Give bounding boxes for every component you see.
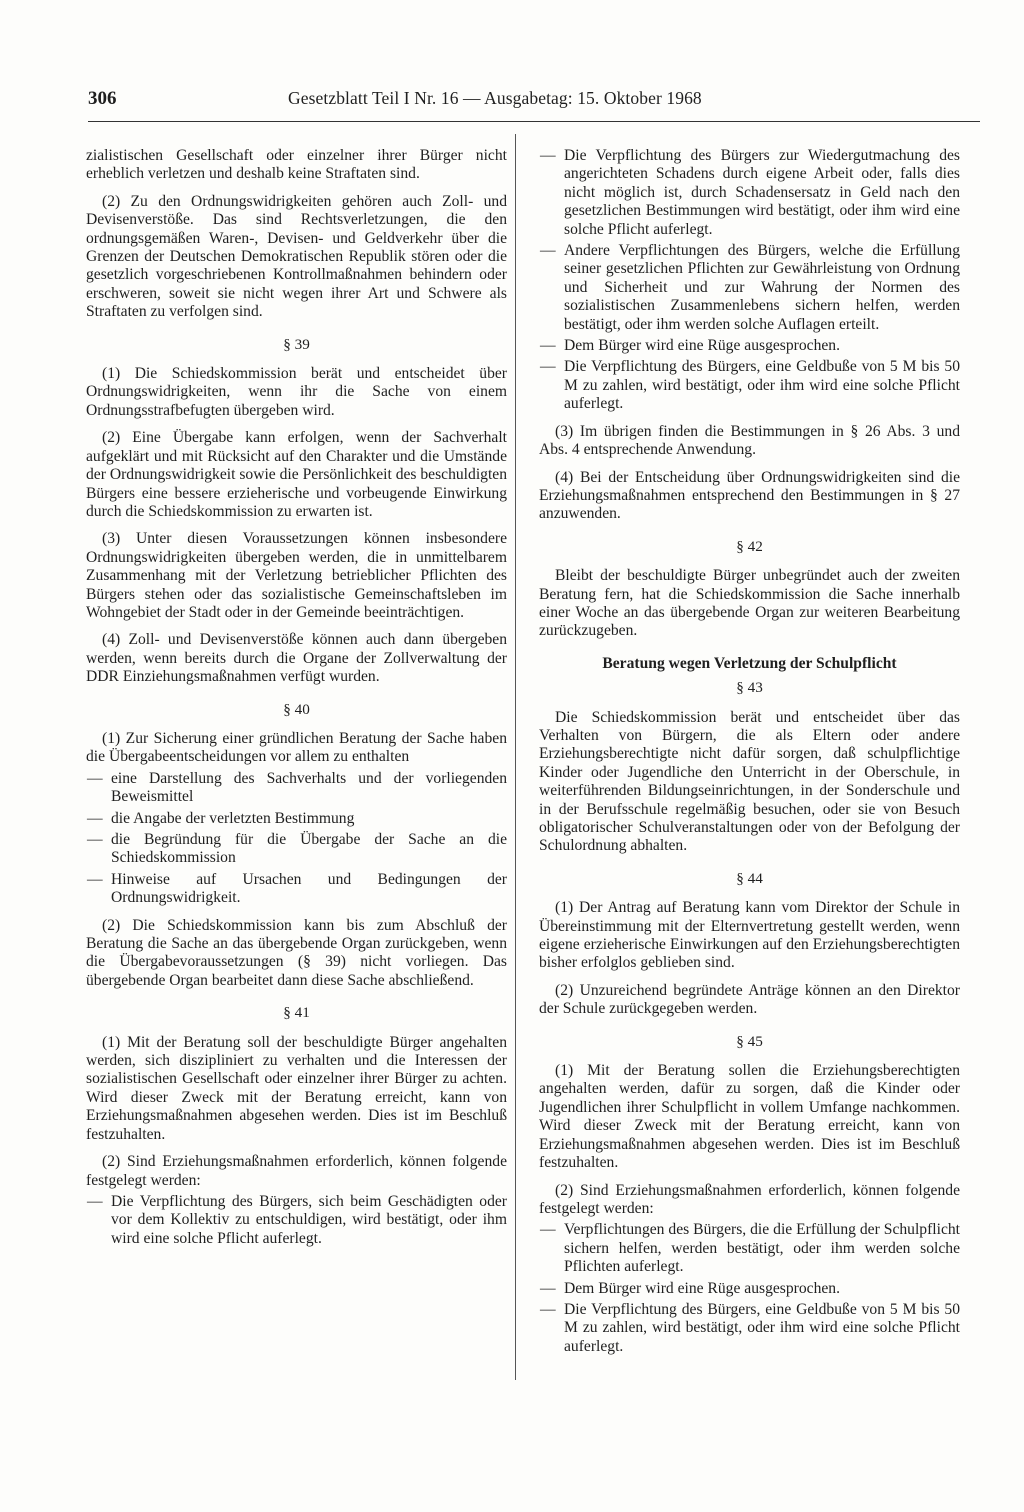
section-number: § 42 [736,537,763,555]
list-item-text: Dem Bürger wird eine Rüge ausgesprochen. [564,337,840,355]
list-item-text: die Begründung für die Übergabe der Sache an die Schiedskommission [111,831,507,867]
list-item [86,810,507,828]
paragraph: Bleibt der beschuldigte Bürger unbegründet auch der zweiten Beratung fern, hat die Schiedskommission die Sache innerhalb einer Woche an das übergebende Organ zur weiteren Bearbeitung zurückzugeben. [539,567,960,640]
paragraph: (3) Im übrigen finden die Bestimmungen in § 26 Abs. 3 und Abs. 4 entsprechende Anwendung. [539,422,960,459]
section-number: § 43 [736,679,763,697]
list-item [539,147,960,239]
paragraph: (1) Die Schiedskommission berät und entscheidet über Ordnungswidrigkeiten, wenn ihr die Sache von einem Ordnungsstrafbefugten übergeben wird. [86,365,507,419]
section-number: § 45 [736,1032,763,1050]
section-number: § 39 [283,335,310,353]
paragraph: (4) Zoll- und Devisenverstöße können auch dann übergeben werden, wenn bereits durch die Organe der Zollverwaltung der DDR Einziehungsmaßnahmen verfügt wurden. [86,631,507,686]
paragraph: (4) Bei der Entscheidung über Ordnungswidrigkeiten sind die Erziehungsmaßnahmen entsprechend den Bestimmungen in § 27 anzuwenden. [539,468,960,523]
list-item-text: Die Verpflichtung des Bürgers, eine Geldbuße von 5 M bis 50 M zu zahlen, wird bestätigt, oder ihm wird eine solche Pflicht auferlegt. [564,1300,960,1355]
dash-marker: — [540,242,556,260]
paragraph: (2) Sind Erziehungsmaßnahmen erforderlich, können folgende festgelegt werden: [539,1181,960,1217]
paragraph: Die Schiedskommission berät und entscheidet über das Verhalten von Bürgern, die als Eltern oder andere Erziehungsberechtigte nicht dafür sorgen, daß schulpflichtige Kinder oder Jugendliche den Unterricht in der Oberschule, in weiterführenden Bildungseinrichtungen, in der Sonderschule und in der Berufsschule regelmäßig besuchen, oder sie von Besuch obligatorischer Schulveranstaltungen oder von der Befolgung der Schulordnung abhalten. [539,708,960,855]
list-item-text: eine Darstellung des Sachverhalts und der vorliegenden Beweismittel [111,769,507,806]
page-header [88,88,980,112]
dash-list [86,1193,507,1248]
list-item [86,770,507,807]
paragraph: (2) Eine Übergabe kann erfolgen, wenn der Sachverhalt aufgeklärt und mit Rücksicht auf den Charakter und die Umstände der Ordnungswidrigkeit sowie die Persönlichkeit des beschuldigten Bürgers eine bessere erzieherische und vorbeugende Einwirkung durch die Schiedskommission zu erwarten ist. [86,429,507,520]
list-item-text: Die Verpflichtung des Bürgers zur Wiedergutmachung des angerichteten Schadens durch eigene Arbeit oder, falls dies nicht möglich ist, durch Schadensersatz in Geld nach den gesetzlichen Bestimmungen wird bestätigt, oder ihm wird eine solche Pflicht auferlegt. [564,147,960,238]
column-divider [515,134,516,1380]
list-item-text: Die Verpflichtung des Bürgers, eine Geldbuße von 5 M bis 50 M zu zahlen, wird bestätigt, oder ihm wird eine solche Pflicht auferlegt. [564,358,960,413]
dash-list [539,147,960,414]
dash-marker: — [87,831,103,848]
dash-marker: — [87,1192,103,1210]
dash-marker: — [540,1300,556,1318]
paragraph: (1) Mit der Beratung sollen die Erziehungsberechtigten angehalten werden, dafür zu sorgen, daß die Kinder oder Jugendlichen ihrer Schulpflicht in vollem Umfange nachkommen. Wird dieser Zweck mit der Beratung erreicht, kann von Erziehungsmaßnahmen abgesehen werden. Dies ist im Beschluß festzuhalten. [539,1062,960,1172]
list-item [86,871,507,908]
list-item-text: Andere Verpflichtungen des Bürgers, welche die Erfüllung seiner gesetzlichen Pflichten zur Gewährleistung von Ordnung und Sicherheit und zur Wahrung der Normen des sozialistischen Zusammenlebens sichern helfen, werden bestätigt, oder ihm werden solche Auflagen erteilt. [564,242,960,333]
dash-list [86,770,507,908]
paragraph: (2) Sind Erziehungsmaßnahmen erforderlich, können folgende festgelegt werden: [86,1153,507,1189]
section-number: § 41 [283,1004,310,1022]
dash-marker: — [540,1221,556,1239]
right-column [539,147,960,1365]
list-item [86,831,507,868]
paragraph: (2) Unzureichend begründete Anträge können an den Direktor der Schule zurückgegeben werden. [539,981,960,1018]
section-number: § 44 [736,869,763,887]
dash-list [539,1221,960,1356]
dash-marker: — [540,147,556,164]
paragraph: (2) Die Schiedskommission kann bis zum Abschluß der Beratung die Sache an das übergebende Organ zurückgeben, wenn die Übergabevoraussetzungen (§ 39) nicht vorliegen. Das übergebende Organ bearbeitet dann diese Sache abschließend. [86,916,507,989]
list-item [539,1301,960,1356]
header-rule [88,121,980,122]
paragraph: (1) Der Antrag auf Beratung kann vom Direktor der Schule in Übereinstimmung mit der Elternvertretung gestellt werden, wenn eigene erzieherische Einwirkungen auf den Erziehungsberechtigten bisher erfolglos geblieben sind. [539,899,960,972]
paragraph: (3) Unter diesen Voraussetzungen können insbesondere Ordnungswidrigkeiten übergeben werden, die in unmittelbarem Zusammenhang mit der Verletzung betrieblicher Pflichten des Bürgers stehen oder das sozialistische Gemeinschaftsleben im Wohngebiet der Stadt oder in der Gemeinde beeinträchtigen. [86,530,507,621]
list-item [539,337,960,355]
paragraph: (1) Mit der Beratung soll der beschuldigte Bürger angehalten werden, sich diszipliniert zu verhalten und die Interessen der sozialistischen Gesellschaft oder einzelner ihrer Bürger zu achten. Wird dieser Zweck mit der Beratung erreicht, kann von Erziehungsmaßnahmen abgesehen werden. Dies ist im Beschluß festzuhalten. [86,1033,507,1143]
paragraph: zialistischen Gesellschaft oder einzelner ihrer Bürger nicht erheblich verletzen und deshalb keine Straftaten sind. [86,147,507,183]
section-heading: Beratung wegen Verletzung der Schulpflicht [602,654,897,672]
running-head: Gesetzblatt Teil I Nr. 16 — Ausgabetag: 15. Oktober 1968 [288,88,702,108]
dash-marker: — [87,870,103,888]
list-item-text: Verpflichtungen des Bürgers, die die Erfüllung der Schulpflicht sichern helfen, werden bestätigt, oder ihm werden solche Pflichten auferlegt. [564,1221,960,1276]
list-item [86,1193,507,1248]
list-item [539,1221,960,1276]
dash-marker: — [540,358,556,376]
list-item [539,358,960,413]
paragraph: (2) Zu den Ordnungswidrigkeiten gehören auch Zoll- und Devisenverstöße. Das sind Rechtsverletzungen, die den ordnungsgemäßen Waren-, Devisen- und Geldverkehr über die Grenzen der Deutschen Demokratischen Republik stören oder die gesetzlich vorgeschriebenen Kontrollmaßnahmen behindern oder erschweren, soweit sie nicht wegen ihrer Art und Schwere als Straftaten zu verfolgen sind. [86,192,507,321]
paragraph: (1) Zur Sicherung einer gründlichen Beratung der Sache haben die Übergabeentscheidungen vor allem zu enthalten [86,729,507,766]
list-item-text: Dem Bürger wird eine Rüge ausgesprochen. [564,1279,840,1297]
list-item-text: Die Verpflichtung des Bürgers, sich beim Geschädigten oder vor dem Kollektiv zu entschuldigen, wird bestätigt, oder ihm wird eine solche Pflicht auferlegt. [111,1192,507,1247]
list-item [539,242,960,334]
page-number: 306 [88,88,117,109]
list-item-text: die Angabe der verletzten Bestimmung [111,809,355,827]
dash-marker: — [87,769,103,787]
list-item-text: Hinweise auf Ursachen und Bedingungen der Ordnungswidrigkeit. [111,870,507,907]
dash-marker: — [540,1279,556,1297]
dash-marker: — [87,809,103,827]
list-item [539,1280,960,1298]
section-number: § 40 [283,700,310,718]
left-column [86,147,507,1257]
dash-marker: — [540,337,556,355]
